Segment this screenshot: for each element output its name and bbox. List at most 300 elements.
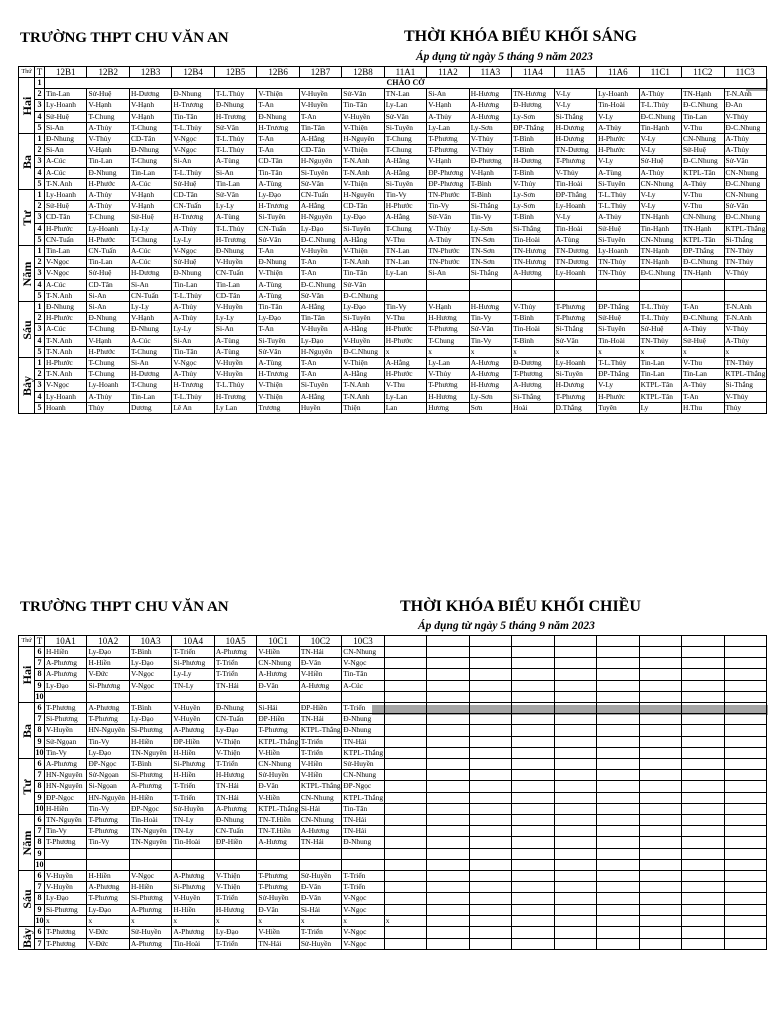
period-row	[19, 658, 767, 669]
lesson-cell	[724, 759, 766, 770]
lesson-cell: Sử-Huệ	[45, 111, 87, 122]
lesson-cell: V-Huyền	[299, 100, 341, 111]
lesson-cell: Tin-Vy	[45, 747, 87, 758]
lesson-cell	[427, 837, 469, 848]
period-row	[19, 122, 767, 133]
lesson-cell	[469, 680, 511, 691]
lesson-cell: T-L.Thủy	[597, 358, 639, 369]
lesson-cell: Sử-Huệ	[87, 89, 129, 100]
lesson-cell: V-Hạnh	[469, 167, 511, 178]
lesson-cell	[427, 658, 469, 669]
lesson-cell: V-Thiện	[342, 122, 384, 133]
period-number: 9	[35, 904, 45, 915]
lesson-cell: CN-Tuấn	[129, 290, 171, 301]
lesson-cell: TN-Dương	[554, 246, 596, 257]
lesson-cell	[639, 747, 681, 758]
lesson-cell	[724, 747, 766, 758]
period-number: 10	[35, 859, 44, 869]
period-number: 10	[35, 915, 44, 925]
lesson-cell: TN-Hải	[257, 938, 299, 950]
lesson-cell	[639, 837, 681, 848]
day-label	[19, 302, 35, 358]
lesson-cell	[427, 871, 469, 882]
lesson-cell: T-Triển	[299, 747, 341, 758]
lesson-cell	[469, 792, 511, 803]
lesson-cell: Tin-Tân	[342, 100, 384, 111]
lesson-cell: TN-Hải	[342, 736, 384, 747]
period-number: 8	[35, 893, 45, 904]
class-header: 10A4	[172, 636, 214, 647]
lesson-cell: Tin-Vy	[87, 736, 129, 747]
lesson-cell: T-Chung	[129, 122, 171, 133]
lesson-cell	[724, 792, 766, 803]
lesson-cell: H-Hương	[427, 391, 469, 402]
lesson-cell: V-Hiền	[257, 927, 299, 939]
lesson-cell: T-An	[682, 391, 724, 402]
period-row	[19, 346, 767, 357]
lesson-cell: A-Hương	[257, 669, 299, 680]
lesson-cell	[682, 658, 724, 669]
lesson-cell	[299, 691, 341, 702]
lesson-cell: Tin-Vy	[384, 190, 426, 201]
lesson-cell	[469, 803, 511, 814]
period-number: 4	[35, 279, 45, 290]
lesson-cell: Thủy	[87, 402, 129, 413]
lesson-cell: Đ-Nhung	[257, 257, 299, 268]
lesson-cell: V-Ngọc	[172, 358, 214, 369]
lesson-cell: A-Thủy	[682, 380, 724, 391]
lesson-cell: A-Thủy	[427, 111, 469, 122]
lesson-cell	[682, 279, 724, 290]
lesson-cell	[469, 915, 511, 926]
lesson-cell: Sử-Vân	[257, 346, 299, 357]
lesson-cell: T-L.Thủy	[597, 190, 639, 201]
class-header	[597, 636, 639, 647]
lesson-cell: ĐP-Hiền	[214, 837, 256, 848]
lesson-cell	[597, 781, 639, 792]
lesson-cell	[724, 736, 766, 747]
lesson-cell: V-Thu	[682, 190, 724, 201]
lesson-cell	[469, 725, 511, 736]
lesson-cell: A-Tùng	[257, 279, 299, 290]
lesson-cell: V-Hạnh	[129, 111, 171, 122]
lesson-cell: Ly-Sơn	[512, 201, 554, 212]
lesson-cell	[554, 703, 596, 714]
period-number: 8	[35, 837, 45, 848]
lesson-cell: T-L.Thủy	[214, 134, 256, 145]
lesson-cell: Đ-Nhung	[342, 837, 384, 848]
lesson-cell: H-Nguyên	[342, 190, 384, 201]
period-number: 5	[35, 234, 45, 245]
lesson-cell: Tin-Lan	[682, 369, 724, 380]
lesson-cell: TN-Hạnh	[682, 223, 724, 234]
lesson-cell	[299, 859, 341, 870]
lesson-cell: H-Phước	[87, 178, 129, 189]
period-number: 6	[35, 815, 45, 826]
lesson-cell	[87, 691, 129, 702]
lesson-cell: KTPL-Thắng	[343, 747, 384, 757]
lesson-cell: Ly-Đạo	[342, 302, 384, 313]
lesson-cell	[512, 290, 554, 301]
lesson-cell: Sử-Huệ	[682, 335, 724, 346]
lesson-cell	[724, 279, 766, 290]
period-row	[19, 167, 767, 178]
lesson-cell	[639, 938, 681, 950]
period-row	[19, 145, 767, 156]
period-number: 10	[35, 747, 44, 757]
lesson-cell	[639, 759, 681, 770]
lesson-cell: A-Phương	[129, 781, 171, 792]
lesson-cell: T-An	[257, 145, 299, 156]
lesson-cell: Đ-Nhung	[172, 268, 214, 279]
lesson-cell: T-L.Thủy	[214, 380, 256, 391]
lesson-cell	[597, 803, 639, 814]
lesson-cell: Sử-Vân	[299, 178, 341, 189]
lesson-cell: A-Tùng	[214, 156, 256, 167]
lesson-cell	[384, 893, 426, 904]
lesson-cell	[724, 680, 766, 691]
lesson-cell: T-N.Anh	[45, 335, 87, 346]
lesson-cell: V-Ngọc	[45, 257, 87, 268]
lesson-cell: ĐP-Thắng	[597, 369, 639, 380]
period-row	[19, 815, 767, 826]
lesson-cell: A-Thủy	[87, 201, 129, 212]
lesson-cell: V-Huyền	[214, 358, 256, 369]
lesson-cell: H-Dương	[554, 122, 596, 133]
lesson-cell	[597, 669, 639, 680]
period-row	[19, 882, 767, 893]
lesson-cell: H-Phước	[384, 324, 426, 335]
lesson-cell	[469, 658, 511, 669]
lesson-cell	[427, 803, 469, 814]
lesson-cell	[682, 904, 724, 915]
lesson-cell: H-Hương	[214, 770, 256, 781]
lesson-cell: Đ-C.Nhung	[639, 268, 681, 279]
lesson-cell: A-Phương	[214, 647, 256, 658]
lesson-cell: A-Tùng	[554, 234, 596, 245]
lesson-cell: H-Phước	[597, 134, 639, 145]
lesson-cell: H-Hiền	[129, 792, 171, 803]
lesson-cell	[427, 669, 469, 680]
class-header: 12B2	[87, 67, 129, 78]
lesson-cell: Đ-Nhung	[342, 725, 384, 736]
lesson-cell: CD-Tân	[87, 279, 129, 290]
period-number: 1	[35, 358, 45, 369]
class-header	[469, 636, 511, 647]
lesson-cell: Tin-Tân	[299, 313, 341, 324]
lesson-cell	[554, 938, 596, 950]
lesson-cell: T-L.Thủy	[639, 313, 681, 324]
lesson-cell	[512, 714, 554, 725]
lesson-cell: A-Phương	[172, 725, 214, 736]
lesson-cell	[554, 781, 596, 792]
lesson-cell	[342, 848, 384, 859]
lesson-cell: V-Hạnh	[129, 313, 171, 324]
lesson-cell: A-Phương	[45, 658, 87, 669]
lesson-cell	[639, 904, 681, 915]
class-header	[427, 636, 469, 647]
day-label	[19, 190, 35, 246]
lesson-cell	[724, 781, 766, 792]
lesson-cell: H-Phước	[384, 369, 426, 380]
lesson-cell: Tin-Tân	[257, 302, 299, 313]
lesson-cell: T-Chung	[129, 234, 171, 245]
lesson-cell: V-Thủy	[87, 134, 129, 145]
lesson-cell: V-Thiện	[257, 380, 299, 391]
lesson-cell	[512, 680, 554, 691]
lesson-cell: Ly-Hoanh	[597, 89, 639, 100]
lesson-cell: V-Hạnh	[129, 100, 171, 111]
period-row	[19, 380, 767, 391]
lesson-cell	[427, 915, 469, 926]
lesson-cell: Ly-Hoanh	[87, 380, 129, 391]
lesson-cell	[724, 837, 766, 848]
afternoon-title: THỜI KHÓA BIỂU KHỐI CHIỀU	[400, 598, 641, 615]
lesson-cell: Si-Thắng	[469, 201, 511, 212]
period-number: 6	[35, 871, 45, 882]
lesson-cell: T-Phương	[257, 882, 299, 893]
lesson-cell	[427, 815, 469, 826]
lesson-cell: Tin-Vy	[45, 826, 87, 837]
lesson-cell	[512, 759, 554, 770]
lesson-cell	[682, 882, 724, 893]
lesson-cell: V-Thủy	[724, 111, 766, 122]
lesson-cell	[554, 691, 596, 702]
lesson-cell: T-Triển	[299, 927, 341, 939]
lesson-cell: Si-Phương	[87, 680, 129, 691]
lesson-cell	[597, 859, 639, 870]
period-number: 3	[35, 156, 45, 167]
lesson-cell	[639, 893, 681, 904]
lesson-cell	[469, 770, 511, 781]
period-number: 3	[35, 212, 45, 223]
lesson-cell: A-Tùng	[257, 178, 299, 189]
lesson-cell	[724, 848, 766, 859]
lesson-cell: H-Dương	[554, 134, 596, 145]
lesson-cell: A-Hương	[299, 680, 341, 691]
lesson-cell: A-Cúc	[45, 324, 87, 335]
lesson-cell: Đ-C.Nhung	[682, 313, 724, 324]
lesson-cell: TN-T.Hiền	[257, 815, 299, 826]
lesson-cell: Sử-Vân	[214, 122, 256, 133]
lesson-cell: Ly-Đạo	[299, 335, 341, 346]
lesson-cell	[724, 815, 766, 826]
lesson-cell: V-Hạnh	[129, 190, 171, 201]
lesson-cell: TN-Nguyên	[129, 747, 171, 758]
lesson-cell: H-Trương	[172, 380, 214, 391]
lesson-cell: x	[214, 915, 256, 926]
lesson-cell	[639, 770, 681, 781]
class-header: 10C3	[342, 636, 384, 647]
lesson-cell	[597, 703, 639, 714]
lesson-cell: Ly-Ly	[172, 324, 214, 335]
lesson-cell: A-Tùng	[597, 167, 639, 178]
lesson-cell: Thủy	[724, 402, 766, 413]
lesson-cell: V-Thủy	[724, 324, 766, 335]
lesson-cell: TN-Dương	[554, 257, 596, 268]
lesson-cell	[469, 714, 511, 725]
lesson-cell: TN-Lan	[384, 246, 426, 257]
lesson-cell: T-L.Thủy	[597, 201, 639, 212]
lesson-cell: T-L.Thủy	[172, 391, 214, 402]
day-label	[19, 358, 35, 414]
lesson-cell: x	[427, 346, 469, 357]
lesson-cell	[724, 904, 766, 915]
lesson-cell: T-N.Anh	[45, 290, 87, 301]
lesson-cell: Tuyên	[597, 402, 639, 413]
lesson-cell: Si-An	[45, 122, 87, 133]
lesson-cell: Đ-Dương	[512, 358, 554, 369]
lesson-cell	[597, 815, 639, 826]
lesson-cell: H-Phước	[384, 201, 426, 212]
lesson-cell: Đ-C.Nhung	[724, 178, 766, 189]
lesson-cell: V-Thủy	[512, 302, 554, 313]
lesson-cell	[384, 669, 426, 680]
lesson-cell: KTPL-Thắng	[300, 781, 341, 791]
lesson-cell: Đ-Nhung	[214, 100, 256, 111]
lesson-cell: KTPL-Tân	[639, 391, 681, 402]
lesson-cell: TN-Thủy	[597, 268, 639, 279]
lesson-cell: x	[639, 346, 681, 357]
lesson-cell	[597, 826, 639, 837]
lesson-cell: Si-Tuyên	[384, 178, 426, 189]
lesson-cell	[172, 691, 214, 702]
lesson-cell: V-Hạnh	[87, 335, 129, 346]
lesson-cell	[554, 747, 596, 758]
lesson-cell: V-Ly	[639, 190, 681, 201]
lesson-cell: A-Hằng	[342, 369, 384, 380]
lesson-cell: Đ-An	[724, 100, 766, 111]
period-row	[19, 156, 767, 167]
lesson-cell: T-An	[299, 111, 341, 122]
lesson-cell	[554, 290, 596, 301]
lesson-cell: V-Ngọc	[342, 927, 384, 939]
lesson-cell	[469, 703, 511, 714]
lesson-cell	[639, 669, 681, 680]
day-name: Sáu	[19, 888, 34, 909]
lesson-cell: T-Bình	[512, 167, 554, 178]
lesson-cell: x	[87, 915, 129, 926]
lesson-cell	[512, 781, 554, 792]
lesson-cell: CN-Tuấn	[87, 246, 129, 257]
lesson-cell: x	[257, 915, 299, 926]
period-number: 2	[35, 313, 45, 324]
lesson-cell	[597, 927, 639, 939]
period-row	[19, 871, 767, 882]
lesson-cell: Hương	[427, 402, 469, 413]
period-row	[19, 212, 767, 223]
lesson-cell	[469, 781, 511, 792]
period-number: 5	[35, 290, 45, 301]
lesson-cell: A-Cúc	[129, 178, 171, 189]
lesson-cell: Si-An	[214, 167, 256, 178]
lesson-cell: TN-Hạnh	[639, 257, 681, 268]
lesson-cell: CN-Nhung	[257, 658, 299, 669]
lesson-cell: A-Hằng	[342, 324, 384, 335]
lesson-cell	[342, 859, 384, 870]
class-header: 10A3	[129, 636, 171, 647]
lesson-cell: T-Phương	[45, 927, 87, 939]
period-number: 2	[35, 89, 45, 100]
period-number: 1	[35, 78, 45, 89]
lesson-cell	[682, 691, 724, 702]
lesson-cell: T-Triển	[172, 792, 214, 803]
period-number: 7	[35, 770, 45, 781]
lesson-cell: x	[724, 346, 766, 357]
lesson-cell: A-Tùng	[214, 335, 256, 346]
lesson-cell: CN-Tuấn	[214, 826, 256, 837]
lesson-cell: CN-Tuấn	[45, 234, 87, 245]
lesson-cell: Sử-Huệ	[639, 156, 681, 167]
period-row	[19, 223, 767, 234]
lesson-cell: Huyền	[299, 402, 341, 413]
lesson-cell: Sử-Huyền	[129, 927, 171, 939]
lesson-cell: TN-Hương	[512, 257, 554, 268]
lesson-cell	[384, 848, 426, 859]
morning-timetable	[18, 66, 767, 414]
lesson-cell: V-Hiền	[257, 747, 299, 758]
lesson-cell: Si-An	[427, 89, 469, 100]
lesson-cell: Đ-C.Nhung	[682, 156, 724, 167]
lesson-cell	[724, 826, 766, 837]
lesson-cell: H-Nguyên	[299, 156, 341, 167]
lesson-cell: TN-Thủy	[724, 246, 766, 257]
lesson-cell	[554, 792, 596, 803]
lesson-cell: Đ-C.Nhung	[342, 290, 384, 301]
lesson-cell: Si-An	[87, 302, 129, 313]
lesson-cell: T-Triển	[214, 893, 256, 904]
day-label	[19, 134, 35, 190]
class-header: 12B8	[342, 67, 384, 78]
lesson-cell: V-Hạnh	[427, 100, 469, 111]
lesson-cell: V-Ly	[554, 89, 596, 100]
lesson-cell: Đ-Vân	[257, 781, 299, 792]
lesson-cell	[554, 680, 596, 691]
lesson-cell: V-Huyền	[45, 871, 87, 882]
period-number: 10	[35, 691, 44, 701]
lesson-cell: TN-Thủy	[639, 335, 681, 346]
lesson-cell	[597, 290, 639, 301]
lesson-cell: V-Huyền	[214, 369, 256, 380]
lesson-cell: H-Trương	[214, 391, 256, 402]
lesson-cell: A-Hằng	[299, 302, 341, 313]
lesson-cell: T-Chung	[384, 134, 426, 145]
lesson-cell: TN-Hải	[299, 647, 341, 658]
period-row	[19, 703, 767, 714]
lesson-cell: Đ-Hương	[512, 100, 554, 111]
lesson-cell: T-Phương	[87, 826, 129, 837]
lesson-cell: Sử-Huệ	[597, 223, 639, 234]
lesson-cell: V-Hiền	[299, 669, 341, 680]
period-number: 7	[35, 882, 45, 893]
lesson-cell: CN-Tuấn	[214, 268, 256, 279]
lesson-cell	[597, 647, 639, 658]
lesson-cell: Dương	[129, 402, 171, 413]
lesson-cell	[639, 927, 681, 939]
lesson-cell: T-L.Thủy	[214, 145, 256, 156]
lesson-cell: V-Thiện	[214, 882, 256, 893]
lesson-cell: Đ-Nhung	[87, 313, 129, 324]
period-number: 9	[35, 680, 45, 691]
lesson-cell: CN-Tuấn	[172, 201, 214, 212]
lesson-cell: Si-Phương	[129, 770, 171, 781]
lesson-cell: T-Chung	[427, 335, 469, 346]
class-header: 10A1	[45, 636, 87, 647]
lesson-cell: Si-Hải	[299, 904, 341, 915]
lesson-cell	[724, 803, 766, 814]
lesson-cell	[639, 792, 681, 803]
lesson-cell	[45, 848, 87, 859]
